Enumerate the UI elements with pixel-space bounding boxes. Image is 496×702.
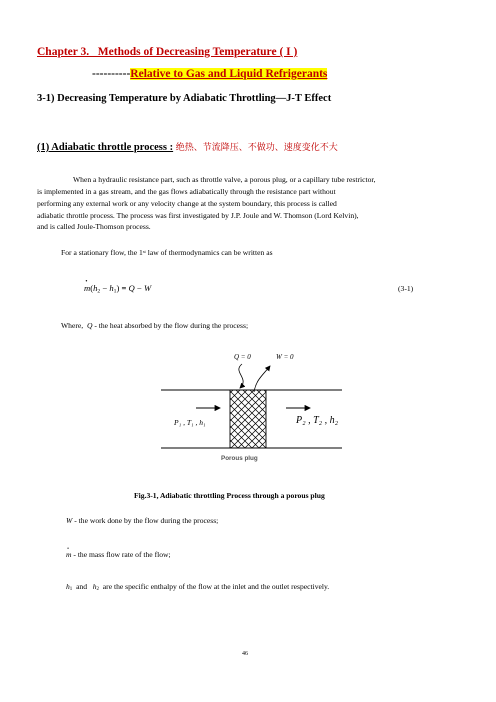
subtitle-highlighted: Relative to Gas and Liquid Refrigerants: [130, 68, 328, 80]
para1-line-4: adiabatic throttle process. The process was first investigated by J.P. Joule and W. Thomson (Lord Kelvin),: [37, 211, 359, 220]
outlet-state-label: P₂ , T₂ , h₂: [296, 415, 339, 426]
subtitle-dashes: ----------: [92, 68, 131, 80]
q-zero-label: Q = 0: [234, 353, 251, 361]
para1-line-5: and is called Joule-Thomson process.: [37, 222, 151, 231]
porous-plug: [230, 390, 266, 448]
equation-number: (3-1): [398, 284, 414, 293]
para1-line-3: performing any external work or any velocity change at the system boundary, this process is called: [37, 199, 337, 208]
work-arrow: [254, 366, 270, 392]
mass-flow-symbol: • m: [84, 283, 90, 293]
h-definition: $h_1$ and $h_2$ are the specific enthalpy of the flow at the inlet and the outlet respectively.: [66, 582, 330, 593]
para1-line-1: When a hydraulic resistance part, such as throttle valve, a porous plug, or a capillary tube restrictor,: [73, 175, 376, 184]
para1-line-2: is implemented in a gas stream, and the gas flows adiabatically through the resistance part without: [37, 187, 336, 196]
m-definition: • m - the mass flow rate of the flow;: [66, 551, 171, 559]
subsection-chinese-note: 绝热、节流降压、不做功、速度变化不大: [175, 143, 338, 153]
w-definition: W - the work done by the flow during the process;: [66, 516, 219, 525]
equation-3-1: • $m(h_2 - h_1) = Q - W$: [84, 283, 151, 294]
chapter-title: Chapter 3. Methods of Decreasing Temperature ( I ): [37, 46, 298, 58]
w-zero-label: W = 0: [276, 353, 294, 361]
porous-plug-label: Porous plug: [221, 455, 258, 462]
subsection-label: (1) Adiabatic throttle process :: [37, 142, 174, 153]
inlet-state-label: P₁ , T₁ , h₁: [174, 418, 206, 427]
heat-arrow: [239, 364, 243, 388]
page-number: 46: [242, 651, 248, 657]
section-title: 3-1) Decreasing Temperature by Adiabatic Throttling—J-T Effect: [37, 93, 332, 104]
figure-caption: Fig.3-1, Adiabatic throttling Process through a porous plug: [134, 491, 325, 500]
where-q-definition: Where, Q - the heat absorbed by the flow during the process;: [61, 321, 249, 330]
para2: For a stationary flow, the 1st law of thermodynamics can be written as: [61, 248, 273, 257]
